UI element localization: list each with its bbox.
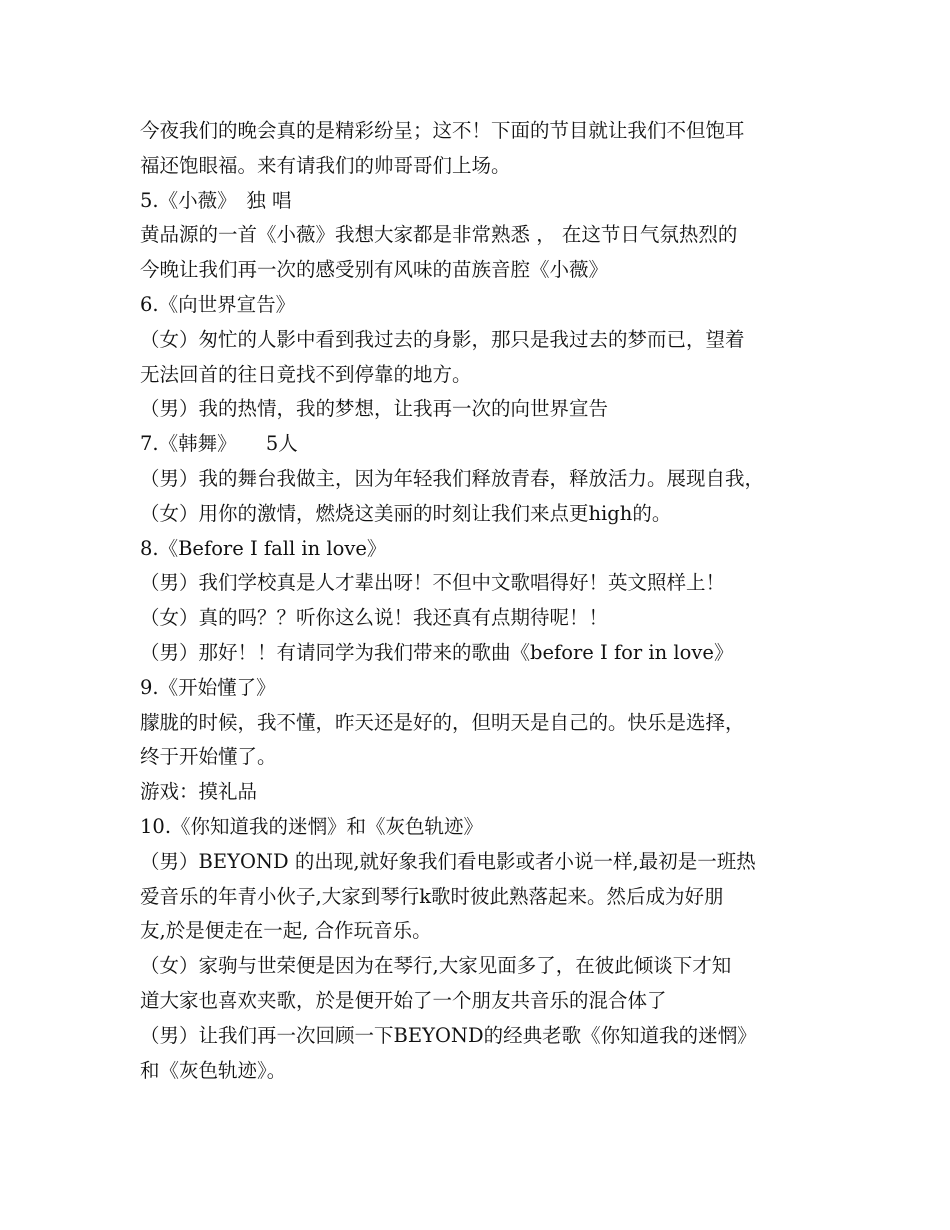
- text-line: 福还饱眼福。来有请我们的帅哥哥们上场。: [140, 153, 511, 177]
- program-heading: 8.《Before I fall in love》: [140, 536, 387, 560]
- text-line: 道大家也喜欢夹歌，於是便开始了一个朋友共音乐的混合体了: [140, 988, 667, 1012]
- text-line: （男）BEYOND 的出现,就好象我们看电影或者小说一样,最初是一班热: [140, 849, 756, 873]
- program-heading: 5.《小薇》 独 唱: [140, 188, 292, 212]
- text-line: 和《灰色轨迹》。: [140, 1058, 287, 1082]
- text-line: （男）那好！！有请同学为我们带来的歌曲《before I for in love》: [140, 640, 734, 664]
- program-heading: 9.《开始懂了》: [140, 675, 276, 699]
- text-line: 今夜我们的晚会真的是精彩纷呈；这不！下面的节目就让我们不但饱耳: [140, 119, 745, 142]
- text-line: 今晚让我们再一次的感受别有风味的苗族音腔《小薇》: [140, 258, 609, 282]
- text-line: （女）真的吗？？听你这么说！我还真有点期待呢！！: [140, 606, 609, 630]
- program-heading: 10.《你知道我的迷惘》和《灰色轨迹》: [140, 814, 484, 838]
- program-heading: 游戏：摸礼品: [140, 780, 258, 804]
- text-line: 友,於是便走在一起, 合作玩音乐。: [140, 919, 432, 943]
- text-line: （男）我的热情，我的梦想，让我再一次的向世界宣告: [140, 397, 609, 421]
- text-line: （女）用你的激情，燃烧这美丽的时刻让我们来点更high的。: [140, 501, 672, 525]
- program-heading: 6.《向世界宣告》: [140, 292, 296, 316]
- text-line: （男）让我们再一次回顾一下BEYOND的经典老歌《你知道我的迷惘》: [140, 1023, 757, 1047]
- program-heading: 7.《韩舞》 5人: [140, 432, 298, 456]
- text-line: 爱音乐的年青小伙子,大家到琴行k歌时彼此熟落起来。然后成为好朋: [140, 884, 724, 908]
- text-line: （女）匆忙的人影中看到我过去的身影，那只是我过去的梦而已，望着: [140, 327, 745, 351]
- text-line: 朦胧的时候，我不懂，昨天还是好的，但明天是自己的。快乐是选择，: [140, 710, 745, 734]
- document-body: [140, 114, 830, 1088]
- text-line: 终于开始懂了。: [140, 745, 277, 769]
- text-line: 无法回首的往日竟找不到停靠的地方。: [140, 362, 472, 386]
- text-line: （女）家驹与世荣便是因为在琴行,大家见面多了，在彼此倾谈下才知: [140, 954, 732, 978]
- text-line: （男）我的舞台我做主，因为年轻我们释放青春，释放活力。展现自我，: [140, 466, 765, 490]
- text-line: 黄品源的一首《小薇》我想大家都是非常熟悉 ， 在这节日气氛热烈的: [140, 223, 738, 247]
- text-line: （男）我们学校真是人才辈出呀！不但中文歌唱得好！英文照样上！: [140, 571, 726, 595]
